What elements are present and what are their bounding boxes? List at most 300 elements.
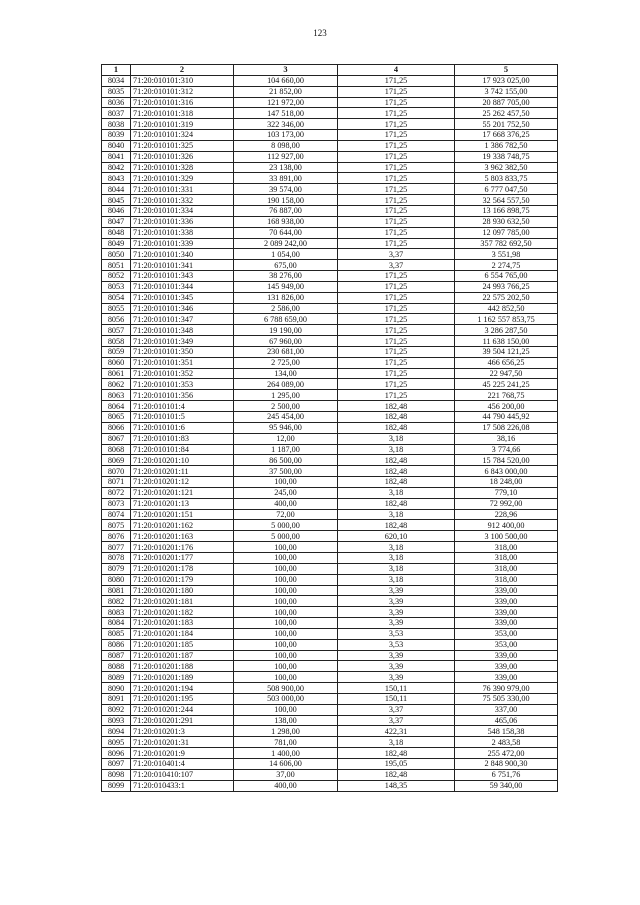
row-number-cell: 8070: [102, 466, 131, 477]
table-row: [102, 151, 558, 162]
rate-cell: 3,18: [338, 737, 455, 748]
table-row: [102, 780, 558, 791]
area-cell: 72,00: [234, 509, 338, 520]
row-number-cell: 8083: [102, 607, 131, 618]
cadastral-number-cell: 71:20:010101:328: [131, 162, 234, 173]
rate-cell: 182,48: [338, 477, 455, 488]
cadastral-number-cell: 71:20:010201:194: [131, 683, 234, 694]
area-cell: 37 500,00: [234, 466, 338, 477]
column-header-5: 5: [455, 65, 558, 76]
rate-cell: 422,31: [338, 726, 455, 737]
cadastral-number-cell: 71:20:010201:10: [131, 455, 234, 466]
cadastral-value-cell: 28 930 632,50: [455, 216, 558, 227]
row-number-cell: 8064: [102, 401, 131, 412]
area-cell: 131 826,00: [234, 292, 338, 303]
area-cell: 100,00: [234, 661, 338, 672]
cadastral-value-cell: 6 843 000,00: [455, 466, 558, 477]
cadastral-number-cell: 71:20:010201:179: [131, 574, 234, 585]
row-number-cell: 8059: [102, 346, 131, 357]
cadastral-number-cell: 71:20:010101:341: [131, 260, 234, 271]
table-row: [102, 238, 558, 249]
cadastral-number-cell: 71:20:010101:352: [131, 368, 234, 379]
area-cell: 400,00: [234, 498, 338, 509]
cadastral-number-cell: 71:20:010201:188: [131, 661, 234, 672]
table-row: [102, 726, 558, 737]
cadastral-number-cell: 71:20:010201:3: [131, 726, 234, 737]
row-number-cell: 8094: [102, 726, 131, 737]
cadastral-value-cell: 15 784 520,00: [455, 455, 558, 466]
cadastral-value-cell: 39 504 121,25: [455, 346, 558, 357]
table-row: [102, 108, 558, 119]
row-number-cell: 8091: [102, 693, 131, 704]
row-number-cell: 8047: [102, 216, 131, 227]
cadastral-number-cell: 71:20:010101:316: [131, 97, 234, 108]
row-number-cell: 8042: [102, 162, 131, 173]
row-number-cell: 8065: [102, 412, 131, 423]
cadastral-number-cell: 71:20:010401:4: [131, 759, 234, 770]
table-row: [102, 618, 558, 629]
table-row: [102, 173, 558, 184]
cadastral-number-cell: 71:20:010201:178: [131, 563, 234, 574]
cadastral-number-cell: 71:20:010101:339: [131, 238, 234, 249]
cadastral-value-cell: 353,00: [455, 628, 558, 639]
rate-cell: 171,25: [338, 336, 455, 347]
cadastral-number-cell: 71:20:010101:319: [131, 119, 234, 130]
table-row: [102, 292, 558, 303]
area-cell: 39 574,00: [234, 184, 338, 195]
cadastral-value-cell: 228,96: [455, 509, 558, 520]
rate-cell: 3,37: [338, 715, 455, 726]
area-cell: 5 000,00: [234, 520, 338, 531]
row-number-cell: 8072: [102, 487, 131, 498]
table-row: [102, 455, 558, 466]
cadastral-number-cell: 71:20:010101:353: [131, 379, 234, 390]
row-number-cell: 8041: [102, 151, 131, 162]
rate-cell: 182,48: [338, 455, 455, 466]
rate-cell: 171,25: [338, 205, 455, 216]
row-number-cell: 8051: [102, 260, 131, 271]
column-header-1: 1: [102, 65, 131, 76]
cadastral-number-cell: 71:20:010201:187: [131, 650, 234, 661]
area-cell: 100,00: [234, 650, 338, 661]
rate-cell: 3,39: [338, 607, 455, 618]
table-row: [102, 346, 558, 357]
cadastral-number-cell: 71:20:010101:331: [131, 184, 234, 195]
page-number: 123: [313, 28, 327, 38]
rate-cell: 171,25: [338, 271, 455, 282]
cadastral-value-cell: 2 483,58: [455, 737, 558, 748]
row-number-cell: 8044: [102, 184, 131, 195]
area-cell: 1 298,00: [234, 726, 338, 737]
table-row: [102, 661, 558, 672]
cadastral-number-cell: 71:20:010101:351: [131, 357, 234, 368]
rate-cell: 620,10: [338, 531, 455, 542]
table-row: [102, 650, 558, 661]
area-cell: 121 972,00: [234, 97, 338, 108]
table-row: [102, 119, 558, 130]
rate-cell: 3,18: [338, 574, 455, 585]
table-row: [102, 704, 558, 715]
area-cell: 100,00: [234, 607, 338, 618]
rate-cell: 3,53: [338, 639, 455, 650]
row-number-cell: 8046: [102, 205, 131, 216]
cadastral-number-cell: 71:20:010101:324: [131, 130, 234, 141]
rate-cell: 171,25: [338, 173, 455, 184]
cadastral-value-cell: 1 162 557 853,75: [455, 314, 558, 325]
area-cell: 100,00: [234, 618, 338, 629]
cadastral-number-cell: 71:20:010101:356: [131, 390, 234, 401]
area-cell: 23 138,00: [234, 162, 338, 173]
table-row: [102, 498, 558, 509]
table-row: [102, 205, 558, 216]
cadastral-value-cell: 2 848 900,30: [455, 759, 558, 770]
area-cell: 100,00: [234, 574, 338, 585]
cadastral-number-cell: 71:20:010101:338: [131, 227, 234, 238]
table-row: [102, 477, 558, 488]
rate-cell: 182,48: [338, 748, 455, 759]
rate-cell: 171,25: [338, 130, 455, 141]
row-number-cell: 8095: [102, 737, 131, 748]
cadastral-number-cell: 71:20:010101:4: [131, 401, 234, 412]
rate-cell: 3,53: [338, 628, 455, 639]
area-cell: 6 788 659,00: [234, 314, 338, 325]
cadastral-number-cell: 71:20:010201:291: [131, 715, 234, 726]
cadastral-number-cell: 71:20:010201:195: [131, 693, 234, 704]
cadastral-number-cell: 71:20:010201:244: [131, 704, 234, 715]
area-cell: 1 295,00: [234, 390, 338, 401]
cadastral-value-cell: 6 777 047,50: [455, 184, 558, 195]
area-cell: 2 500,00: [234, 401, 338, 412]
area-cell: 245,00: [234, 487, 338, 498]
table-row: [102, 509, 558, 520]
cadastral-value-cell: 255 472,00: [455, 748, 558, 759]
cadastral-number-cell: 71:20:010101:84: [131, 444, 234, 455]
cadastral-value-cell: 25 262 457,50: [455, 108, 558, 119]
table-row: [102, 607, 558, 618]
rate-cell: 171,25: [338, 281, 455, 292]
table-row: [102, 672, 558, 683]
area-cell: 1 054,00: [234, 249, 338, 260]
area-cell: 322 346,00: [234, 119, 338, 130]
area-cell: 508 900,00: [234, 683, 338, 694]
row-number-cell: 8096: [102, 748, 131, 759]
row-number-cell: 8052: [102, 271, 131, 282]
rate-cell: 182,48: [338, 401, 455, 412]
area-cell: 100,00: [234, 477, 338, 488]
cadastral-value-cell: 339,00: [455, 650, 558, 661]
area-cell: 134,00: [234, 368, 338, 379]
row-number-cell: 8048: [102, 227, 131, 238]
cadastral-value-cell: 12 097 785,00: [455, 227, 558, 238]
area-cell: 230 681,00: [234, 346, 338, 357]
cadastral-value-cell: 221 768,75: [455, 390, 558, 401]
cadastral-value-cell: 442 852,50: [455, 303, 558, 314]
cadastral-number-cell: 71:20:010201:9: [131, 748, 234, 759]
area-cell: 503 000,00: [234, 693, 338, 704]
row-number-cell: 8056: [102, 314, 131, 325]
row-number-cell: 8097: [102, 759, 131, 770]
cadastral-number-cell: 71:20:010101:346: [131, 303, 234, 314]
table-row: [102, 444, 558, 455]
cadastral-value-cell: 3 962 382,50: [455, 162, 558, 173]
table-row: [102, 260, 558, 271]
row-number-cell: 8035: [102, 86, 131, 97]
table-row: [102, 563, 558, 574]
area-cell: 147 518,00: [234, 108, 338, 119]
cadastral-value-cell: 3 742 155,00: [455, 86, 558, 97]
table-row: [102, 336, 558, 347]
row-number-cell: 8049: [102, 238, 131, 249]
cadastral-number-cell: 71:20:010201:176: [131, 542, 234, 553]
table-row: [102, 184, 558, 195]
table-row: [102, 325, 558, 336]
table-row: [102, 281, 558, 292]
cadastral-value-cell: 24 993 766,25: [455, 281, 558, 292]
row-number-cell: 8062: [102, 379, 131, 390]
cadastral-value-cell: 59 340,00: [455, 780, 558, 791]
row-number-cell: 8081: [102, 585, 131, 596]
row-number-cell: 8067: [102, 433, 131, 444]
row-number-cell: 8036: [102, 97, 131, 108]
cadastral-value-cell: 339,00: [455, 672, 558, 683]
area-cell: 103 173,00: [234, 130, 338, 141]
cadastral-value-cell: 318,00: [455, 563, 558, 574]
cadastral-value-cell: 456 200,00: [455, 401, 558, 412]
row-number-cell: 8050: [102, 249, 131, 260]
cadastral-value-cell: 3 774,66: [455, 444, 558, 455]
rate-cell: 171,25: [338, 303, 455, 314]
row-number-cell: 8074: [102, 509, 131, 520]
cadastral-number-cell: 71:20:010201:181: [131, 596, 234, 607]
cadastral-number-cell: 71:20:010101:310: [131, 75, 234, 86]
area-cell: 100,00: [234, 672, 338, 683]
rate-cell: 3,39: [338, 618, 455, 629]
area-cell: 76 887,00: [234, 205, 338, 216]
rate-cell: 3,39: [338, 596, 455, 607]
rate-cell: 3,18: [338, 433, 455, 444]
table-row: [102, 748, 558, 759]
cadastral-value-cell: 17 923 025,00: [455, 75, 558, 86]
row-number-cell: 8084: [102, 618, 131, 629]
cadastral-value-cell: 20 887 705,00: [455, 97, 558, 108]
row-number-cell: 8077: [102, 542, 131, 553]
cadastral-value-cell: 3 551,98: [455, 249, 558, 260]
table-row: [102, 520, 558, 531]
row-number-cell: 8053: [102, 281, 131, 292]
row-number-cell: 8040: [102, 140, 131, 151]
rate-cell: 171,25: [338, 325, 455, 336]
area-cell: 1 187,00: [234, 444, 338, 455]
cadastral-value-cell: 339,00: [455, 618, 558, 629]
table-row: [102, 628, 558, 639]
table-row: [102, 86, 558, 97]
table-row: [102, 140, 558, 151]
table-row: [102, 271, 558, 282]
cadastral-number-cell: 71:20:010101:343: [131, 271, 234, 282]
table-row: [102, 422, 558, 433]
cadastral-value-cell: 353,00: [455, 639, 558, 650]
cadastral-number-cell: 71:20:010201:121: [131, 487, 234, 498]
rate-cell: 171,25: [338, 97, 455, 108]
table-row: [102, 390, 558, 401]
cadastral-value-cell: 44 790 445,92: [455, 412, 558, 423]
area-cell: 100,00: [234, 704, 338, 715]
area-cell: 37,00: [234, 769, 338, 780]
table-row: [102, 769, 558, 780]
cadastral-value-cell: 1 386 782,50: [455, 140, 558, 151]
rate-cell: 182,48: [338, 520, 455, 531]
table-row: [102, 693, 558, 704]
cadastral-number-cell: 71:20:010201:180: [131, 585, 234, 596]
cadastral-value-cell: 38,16: [455, 433, 558, 444]
table-row: [102, 216, 558, 227]
cadastral-value-cell: 5 803 833,75: [455, 173, 558, 184]
table-row: [102, 130, 558, 141]
row-number-cell: 8076: [102, 531, 131, 542]
table-body: [102, 75, 558, 791]
rate-cell: 3,37: [338, 704, 455, 715]
table-row: [102, 227, 558, 238]
table-row: [102, 379, 558, 390]
cadastral-value-cell: 32 564 557,50: [455, 195, 558, 206]
rate-cell: 171,25: [338, 314, 455, 325]
cadastral-number-cell: 71:20:010201:151: [131, 509, 234, 520]
table-row: [102, 162, 558, 173]
row-number-cell: 8089: [102, 672, 131, 683]
cadastral-number-cell: 71:20:010101:318: [131, 108, 234, 119]
rate-cell: 171,25: [338, 184, 455, 195]
rate-cell: 171,25: [338, 292, 455, 303]
cadastral-value-cell: 13 166 898,75: [455, 205, 558, 216]
area-cell: 14 606,00: [234, 759, 338, 770]
cadastral-number-cell: 71:20:010201:31: [131, 737, 234, 748]
area-cell: 5 000,00: [234, 531, 338, 542]
cadastral-number-cell: 71:20:010101:332: [131, 195, 234, 206]
rate-cell: 3,18: [338, 552, 455, 563]
row-number-cell: 8060: [102, 357, 131, 368]
table-row: [102, 531, 558, 542]
cadastral-number-cell: 71:20:010201:13: [131, 498, 234, 509]
rate-cell: 171,25: [338, 227, 455, 238]
cadastral-value-cell: 6 751,76: [455, 769, 558, 780]
cadastral-value-table: [101, 64, 558, 792]
rate-cell: 182,48: [338, 412, 455, 423]
table-row: [102, 715, 558, 726]
table-row: [102, 97, 558, 108]
cadastral-number-cell: 71:20:010201:182: [131, 607, 234, 618]
cadastral-number-cell: 71:20:010201:12: [131, 477, 234, 488]
rate-cell: 171,25: [338, 216, 455, 227]
row-number-cell: 8034: [102, 75, 131, 86]
rate-cell: 150,11: [338, 693, 455, 704]
area-cell: 1 400,00: [234, 748, 338, 759]
row-number-cell: 8068: [102, 444, 131, 455]
rate-cell: 195,05: [338, 759, 455, 770]
cadastral-value-cell: 45 225 241,25: [455, 379, 558, 390]
rate-cell: 171,25: [338, 151, 455, 162]
cadastral-value-cell: 466 656,25: [455, 357, 558, 368]
cadastral-value-cell: 339,00: [455, 596, 558, 607]
cadastral-number-cell: 71:20:010101:340: [131, 249, 234, 260]
rate-cell: 171,25: [338, 368, 455, 379]
cadastral-value-cell: 19 338 748,75: [455, 151, 558, 162]
column-header-3: 3: [234, 65, 338, 76]
rate-cell: 171,25: [338, 75, 455, 86]
rate-cell: 171,25: [338, 379, 455, 390]
area-cell: 8 098,00: [234, 140, 338, 151]
area-cell: 21 852,00: [234, 86, 338, 97]
table-row: [102, 412, 558, 423]
cadastral-number-cell: 71:20:010201:183: [131, 618, 234, 629]
rate-cell: 3,37: [338, 260, 455, 271]
row-number-cell: 8069: [102, 455, 131, 466]
area-cell: 112 927,00: [234, 151, 338, 162]
rate-cell: 3,18: [338, 542, 455, 553]
rate-cell: 182,48: [338, 769, 455, 780]
table-row: [102, 737, 558, 748]
cadastral-value-cell: 3 286 287,50: [455, 325, 558, 336]
cadastral-number-cell: 71:20:010101:5: [131, 412, 234, 423]
cadastral-value-cell: 11 638 150,00: [455, 336, 558, 347]
area-cell: 264 089,00: [234, 379, 338, 390]
cadastral-value-cell: 75 505 330,00: [455, 693, 558, 704]
area-cell: 33 891,00: [234, 173, 338, 184]
cadastral-value-cell: 18 248,00: [455, 477, 558, 488]
cadastral-number-cell: 71:20:010201:189: [131, 672, 234, 683]
cadastral-value-cell: 912 400,00: [455, 520, 558, 531]
row-number-cell: 8078: [102, 552, 131, 563]
row-number-cell: 8088: [102, 661, 131, 672]
rate-cell: 148,35: [338, 780, 455, 791]
cadastral-number-cell: 71:20:010201:162: [131, 520, 234, 531]
rate-cell: 3,37: [338, 249, 455, 260]
cadastral-value-cell: 76 390 979,00: [455, 683, 558, 694]
table-row: [102, 639, 558, 650]
cadastral-number-cell: 71:20:010101:348: [131, 325, 234, 336]
cadastral-number-cell: 71:20:010101:6: [131, 422, 234, 433]
row-number-cell: 8054: [102, 292, 131, 303]
table-row: [102, 249, 558, 260]
table-row: [102, 75, 558, 86]
area-cell: 100,00: [234, 585, 338, 596]
area-cell: 100,00: [234, 639, 338, 650]
row-number-cell: 8073: [102, 498, 131, 509]
area-cell: 100,00: [234, 628, 338, 639]
cadastral-number-cell: 71:20:010101:345: [131, 292, 234, 303]
cadastral-value-cell: 22 947,50: [455, 368, 558, 379]
table-row: [102, 314, 558, 325]
cadastral-value-cell: 72 992,00: [455, 498, 558, 509]
cadastral-value-cell: 339,00: [455, 607, 558, 618]
area-cell: 145 949,00: [234, 281, 338, 292]
area-cell: 100,00: [234, 542, 338, 553]
column-header-2: 2: [131, 65, 234, 76]
rate-cell: 3,39: [338, 650, 455, 661]
cadastral-number-cell: 71:20:010201:11: [131, 466, 234, 477]
rate-cell: 3,18: [338, 509, 455, 520]
area-cell: 781,00: [234, 737, 338, 748]
area-cell: 190 158,00: [234, 195, 338, 206]
area-cell: 104 660,00: [234, 75, 338, 86]
rate-cell: 182,48: [338, 498, 455, 509]
cadastral-value-cell: 17 508 226,08: [455, 422, 558, 433]
table-row: [102, 433, 558, 444]
area-cell: 67 960,00: [234, 336, 338, 347]
rate-cell: 171,25: [338, 108, 455, 119]
area-cell: 100,00: [234, 596, 338, 607]
cadastral-number-cell: 71:20:010201:177: [131, 552, 234, 563]
rate-cell: 171,25: [338, 162, 455, 173]
